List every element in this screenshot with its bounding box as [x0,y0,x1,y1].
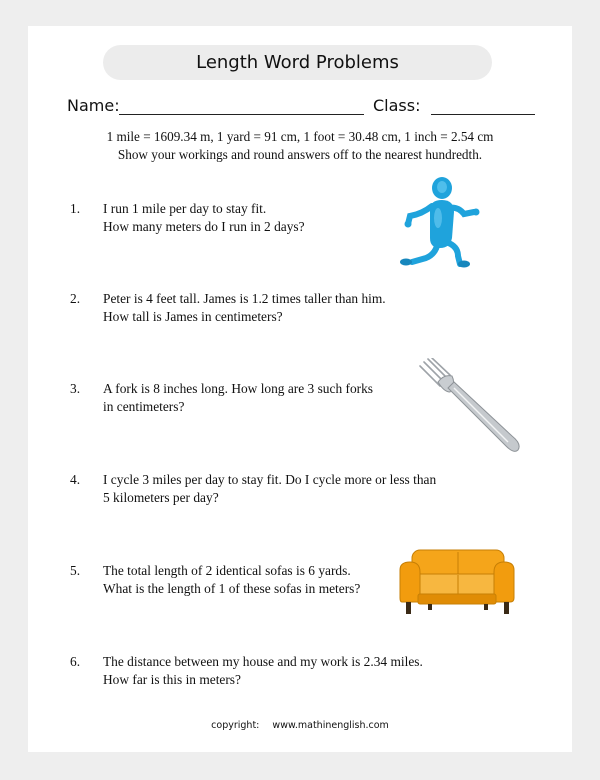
question-text-line-1: Peter is 4 feet tall. James is 1.2 times taller than him. [103,291,386,306]
conversion-factors: 1 mile = 1609.34 m, 1 yard = 91 cm, 1 foot = 30.48 cm, 1 inch = 2.54 cm [106,129,494,144]
worksheet-page [28,26,572,752]
class-label: Class: [373,96,421,115]
question-number: 1. [70,201,81,216]
question-number: 3. [70,381,81,396]
sofa-icon [398,548,516,618]
question-number: 2. [70,291,81,306]
question-number: 6. [70,654,81,669]
page-title: Length Word Problems [103,45,492,80]
instructions-text: Show your workings and round answers off to the nearest hundredth. [117,147,483,162]
runner-icon [392,176,484,268]
fork-icon [414,358,526,460]
website-link[interactable]: www.mathinenglish.com [272,720,389,731]
question-text-line-2: 5 kilometers per day? [103,490,219,505]
question-text-line-2: What is the length of 1 of these sofas in meters? [103,581,361,596]
conversion-info [28,128,572,164]
question-text-line-2: How tall is James in centimeters? [103,309,283,324]
name-class-row [67,94,537,118]
question-text-line-2: How many meters do I run in 2 days? [103,219,305,234]
question-number: 4. [70,472,81,487]
class-field-line [431,114,535,115]
question-text-line-2: How far is this in meters? [103,672,241,687]
name-label: Name: [67,96,120,115]
question-text-line-1: I cycle 3 miles per day to stay fit. Do I cycle more or less than [103,472,437,487]
question-number: 5. [70,563,81,578]
footer-copyright [28,720,572,731]
copyright-label: copyright: [211,720,260,731]
question-text-line-2: in centimeters? [103,399,185,414]
question-text-line-1: A fork is 8 inches long. How long are 3 such forks [103,381,374,396]
question-text-line-1: The distance between my house and my work is 2.34 miles. [103,654,423,669]
name-field-line [119,114,364,115]
question-text-line-1: I run 1 mile per day to stay fit. [103,201,267,216]
question-text-line-1: The total length of 2 identical sofas is 6 yards. [103,563,351,578]
